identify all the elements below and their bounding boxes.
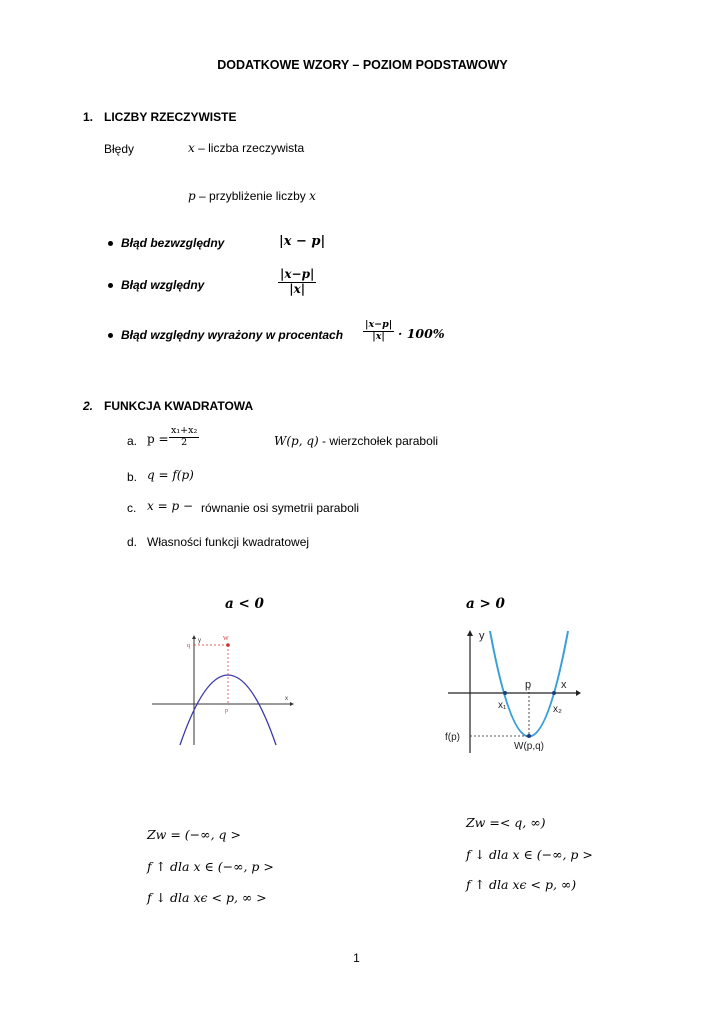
item-d-marker: d. [127,535,138,549]
left-prop-range: Zw = (−∞, q > [147,827,241,842]
x-description: – liczba rzeczywista [198,141,305,155]
x-axis-arrow [290,702,294,706]
y-axis-arrow [467,630,473,636]
bullet-3-fraction [363,320,394,343]
item-c-description: równanie osi symetrii paraboli [201,501,360,515]
q-label: q [187,643,190,649]
left-prop-decreasing: f ↓ dla xϵ < p, ∞ > [147,890,267,905]
left-prop-increasing: f ↑ dla x ∈ (−∞, p > [147,859,274,874]
case-left-header: a < 0 [225,596,264,612]
vertex-label: W(p,q) [514,741,544,752]
x2-point [552,691,556,695]
bullet-3-label: Błąd względny wyrażony w procentach [121,328,344,342]
vertex-description: - wierzchołek paraboli [322,434,439,448]
p-variable: p [188,189,196,203]
section-1-heading: LICZBY RZECZYWISTE [104,110,237,124]
fp-label: f(p) [445,732,460,743]
vertex-point [226,643,230,647]
y-axis-label: y [198,638,201,644]
right-parabola-graph [444,628,584,758]
vertex-definition [274,434,438,448]
p-label: p [525,679,532,691]
item-d-text: Własności funkcji kwadratowej [147,535,310,549]
bullet-3-numerator: |x−p| [365,319,393,330]
item-c-marker: c. [127,501,137,515]
section-2-heading: FUNKCJA KWADRATOWA [104,399,254,413]
bullet-1-formula: |x − p| [279,234,326,249]
item-a-denominator: 2 [181,436,188,448]
section-1-number: 1. [83,110,94,124]
right-prop-range: Zw =< q, ∞) [466,815,546,830]
bullet-1 [108,241,113,246]
bullet-2-denominator: |x| [289,281,306,296]
x2-label: x₂ [553,704,562,715]
right-prop-decreasing: f ↓ dla x ∈ (−∞, p > [466,847,593,862]
p-definition [188,189,316,203]
p-description: – przybliżenie liczby [199,189,306,203]
item-b-marker: b. [127,470,138,484]
item-a-fraction [169,426,199,449]
x-axis-label: x [561,679,567,691]
right-prop-increasing: f ↑ dla xϵ < p, ∞) [466,877,577,892]
bullet-3-suffix: · 100% [398,326,445,341]
x-definition [188,141,304,155]
x-variable: x [188,141,195,155]
x1-point [503,691,507,695]
bullet-2-fraction [278,268,316,297]
item-a-lhs: p = [147,432,169,446]
x1-label: x₁ [498,700,507,711]
vertex-point [527,734,531,738]
p-description-variable: x [309,189,316,203]
item-b-formula: q = f(p) [147,468,194,482]
y-axis-label: y [479,630,485,642]
item-a-marker: a. [127,434,138,448]
x-axis-arrow [576,690,581,696]
p-label: p [225,708,228,714]
vertex-label: W [223,636,229,642]
bledy-label: Błędy [104,142,135,156]
bullet-2-label: Błąd względny [121,278,205,292]
bullet-1-label: Błąd bezwzględny [121,236,225,250]
bullet-3-denominator: |x| [372,330,385,342]
x-axis-label: x [285,696,288,702]
item-c-formula: x = p − [147,499,194,513]
case-right-header: a > 0 [466,596,505,612]
left-parabola-graph [148,633,298,748]
page-number: 1 [353,951,360,965]
page-title: DODATKOWE WZORY – POZIOM PODSTAWOWY [217,58,508,72]
bullet-2-numerator: |x−p| [280,267,315,281]
bullet-3 [108,333,113,338]
section-2-number: 2. [83,399,94,413]
bullet-2 [108,283,113,288]
vertex-symbol: W(p, q) [274,434,319,448]
item-a-numerator: x₁+x₂ [171,425,198,436]
y-axis-arrow [192,635,196,639]
